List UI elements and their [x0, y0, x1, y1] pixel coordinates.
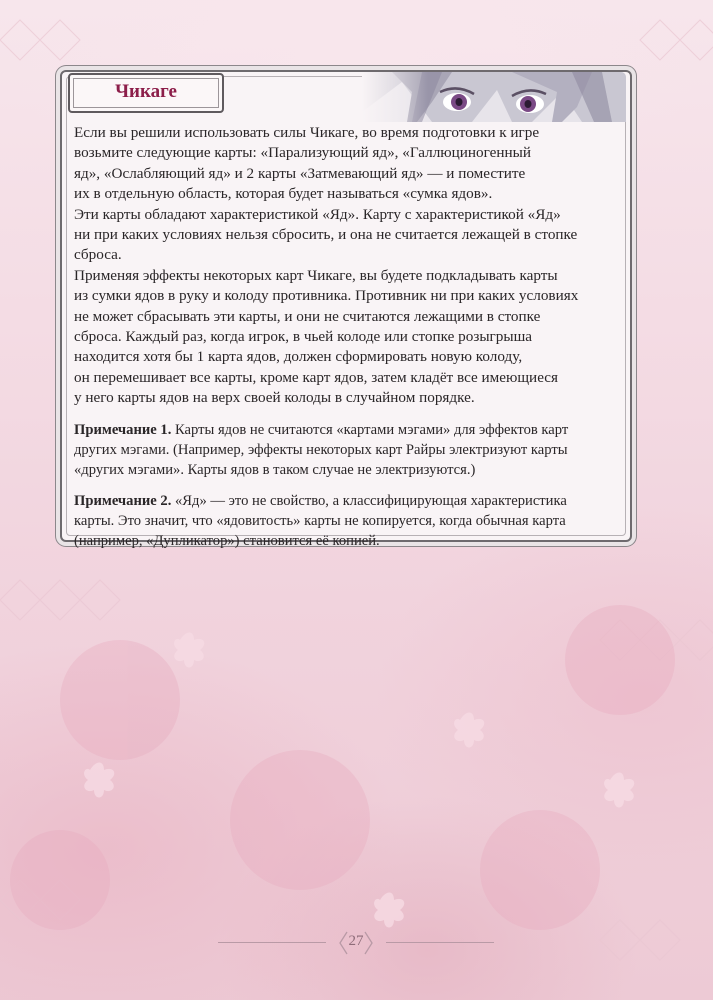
note-1-text: других мэгами. (Например, эффекты некоторых карт Райры электризуют карты: [74, 441, 568, 458]
text-line: у него карты ядов на верх своей колоды в случайном порядке.: [74, 389, 475, 407]
footer-rule-left: [218, 942, 326, 943]
rules-text: [74, 123, 622, 551]
character-portrait: [362, 72, 626, 122]
note-2-text: карты. Это значит, что «ядовитость» карты не копируется, когда обычная карта: [74, 512, 566, 529]
text-line: сброса.: [74, 246, 122, 264]
text-line: из сумки ядов в руку и колоду противника. Противник ни при каких условиях: [74, 287, 579, 305]
text-line: возьмите следующие карты: «Парализующий яд», «Галлюциногенный: [74, 144, 531, 162]
note-1: [74, 420, 622, 480]
note-1-text: Карты ядов не считаются «картами мэгами» для эффектов карт: [171, 421, 569, 438]
text-line: их в отдельную область, которая будет называться «сумка ядов».: [74, 185, 493, 203]
text-line: яд», «Ослабляющий яд» и 2 карты «Затмевающий яд» — и поместите: [74, 164, 526, 182]
note-2-label: Примечание 2.: [74, 492, 172, 509]
text-line: ни при каких условиях нельзя сбросить, и она не считается лежащей в стопке: [74, 226, 578, 244]
text-line: Если вы решили использовать силы Чикаге, во время подготовки к игре: [74, 124, 540, 141]
text-line: не может сбрасывать эти карты, и они не считаются лежащими в стопке: [74, 307, 541, 325]
note-1-text: «других мэгами». Карты ядов в таком случае не электризуются.): [74, 461, 476, 478]
note-2: [74, 491, 622, 551]
text-line: он перемешивает все карты, кроме карт ядов, затем кладёт все имеющиеся: [74, 368, 559, 386]
page-number-frame: [338, 930, 374, 956]
footer-rule-right: [386, 942, 494, 943]
text-line: Эти карты обладают характеристикой «Яд». Карту с характеристикой «Яд»: [74, 205, 561, 223]
page-footer: [218, 930, 494, 956]
note-1-label: Примечание 1.: [74, 421, 172, 438]
main-paragraph: [74, 123, 622, 409]
section-title-tab: [68, 73, 224, 113]
note-2-text: «Яд» — это не свойство, а классифицирующая характеристика: [171, 492, 567, 509]
page-number: 27: [348, 933, 364, 949]
text-line: находится хотя бы 1 карта ядов, должен сформировать новую колоду,: [74, 348, 523, 366]
section-title: Чикаге: [115, 81, 177, 102]
text-line: сброса. Каждый раз, когда игрок, в чьей колоде или стопке розыгрыша: [74, 328, 533, 346]
note-2-text: (например, «Дупликатор») становится её копией.: [74, 532, 380, 549]
text-line: Применяя эффекты некоторых карт Чикаге, вы будете подкладывать карты: [74, 266, 558, 284]
